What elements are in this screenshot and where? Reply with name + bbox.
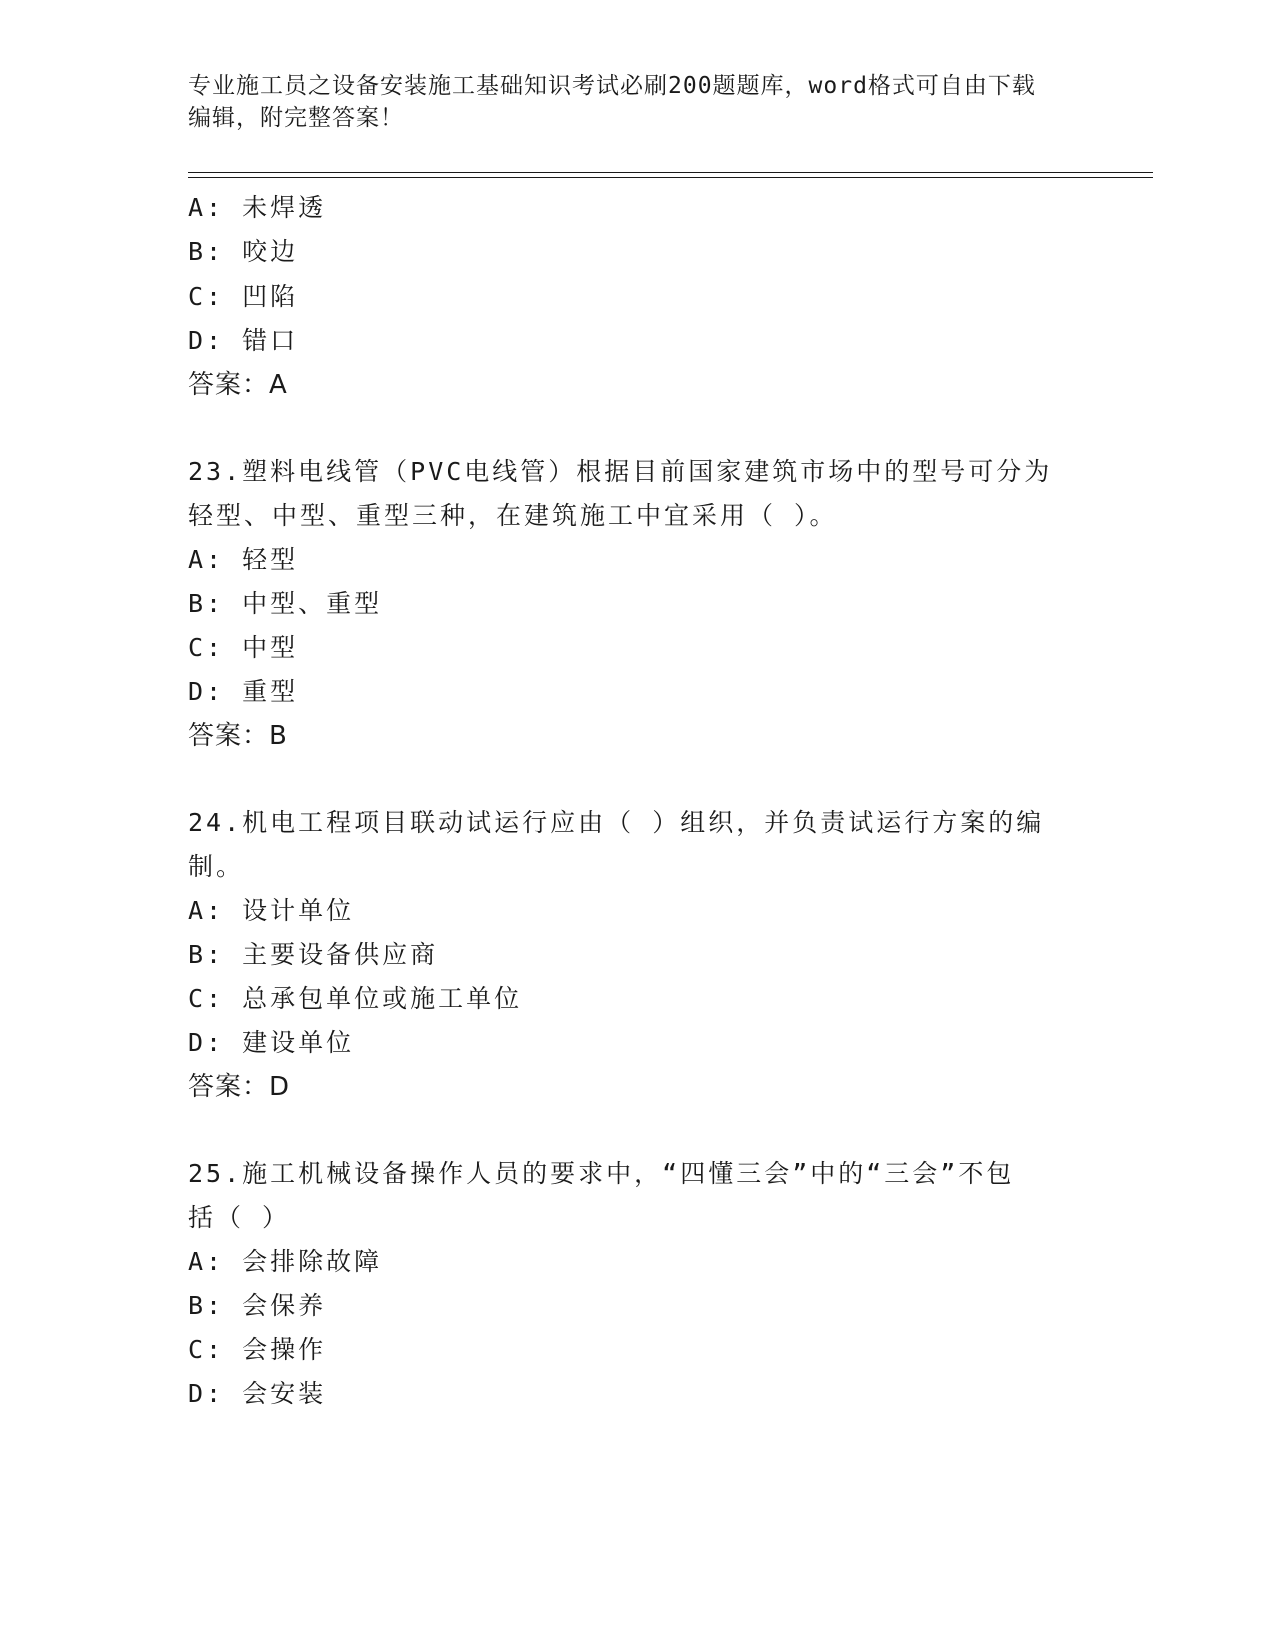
q23-option-c: C: 中型 xyxy=(188,633,299,662)
doc-title-line-1: 专业施工员之设备安装施工基础知识考试必刷200题题库，word格式可自由下载 xyxy=(188,73,1036,99)
q25-option-d: D: 会安装 xyxy=(188,1379,327,1408)
q22-answer: 答案：A xyxy=(188,370,288,400)
q23-stem-line-2: 轻型、中型、重型三种，在建筑施工中宜采用（ ）。 xyxy=(188,501,838,530)
q24-stem-line-1: 24.机电工程项目联动试运行应由（ ）组织，并负责试运行方案的编 xyxy=(188,808,1045,837)
doc-title-line-2: 编辑，附完整答案！ xyxy=(188,105,404,131)
q25-option-a: A: 会排除故障 xyxy=(188,1247,383,1276)
q25-stem-line-1: 25.施工机械设备操作人员的要求中，“四懂三会”中的“三会”不包 xyxy=(188,1159,1015,1188)
q24-answer: 答案：D xyxy=(188,1072,291,1102)
header-rule-bottom xyxy=(188,177,1153,178)
q25-option-b: B: 会保养 xyxy=(188,1291,327,1320)
q24-option-a: A: 设计单位 xyxy=(188,896,355,925)
q22-option-d: D: 错口 xyxy=(188,326,299,355)
q24-option-b: B: 主要设备供应商 xyxy=(188,940,439,969)
q23-option-a: A: 轻型 xyxy=(188,545,299,574)
q25-option-c: C: 会操作 xyxy=(188,1335,327,1364)
q22-option-b: B: 咬边 xyxy=(188,237,299,266)
q24-stem-line-2: 制。 xyxy=(188,852,245,881)
q22-option-c: C: 凹陷 xyxy=(188,282,299,311)
q23-stem-line-1: 23.塑料电线管（PVC电线管）根据目前国家建筑市场中的型号可分为 xyxy=(188,457,1053,486)
q23-option-d: D: 重型 xyxy=(188,677,299,706)
q25-stem-line-2: 括（ ） xyxy=(188,1203,291,1232)
q23-option-b: B: 中型、重型 xyxy=(188,589,383,618)
q22-option-a: A: 未焊透 xyxy=(188,193,327,222)
q24-option-c: C: 总承包单位或施工单位 xyxy=(188,984,523,1013)
q24-option-d: D: 建设单位 xyxy=(188,1028,355,1057)
header-rule-top xyxy=(188,172,1153,173)
q23-answer: 答案：B xyxy=(188,721,288,751)
